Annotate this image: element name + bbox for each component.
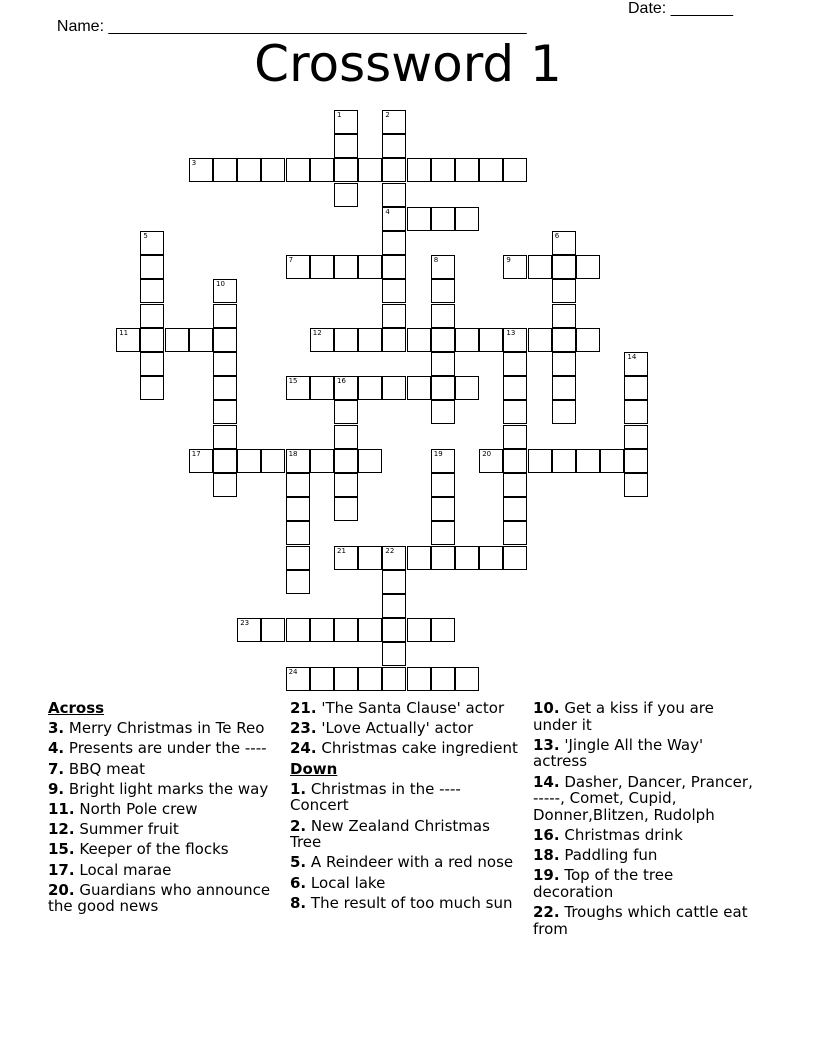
grid-cell[interactable] [334,400,358,424]
grid-cell[interactable] [382,618,406,642]
grid-cell[interactable] [286,473,310,497]
clue-number: 10. [533,699,560,717]
grid-cell[interactable] [382,328,406,352]
clue-down-18 [533,847,758,864]
clue-text: Christmas cake ingredient [321,739,518,758]
grid-cell[interactable] [431,667,455,691]
grid-cell[interactable] [407,376,431,400]
grid-cell[interactable] [382,279,406,303]
name-field[interactable]: Name: _______________________________________________ [56,18,527,35]
clue-number: 8. [290,893,307,912]
grid-cell[interactable] [503,521,527,545]
clue-down-22 [533,904,758,937]
grid-cell[interactable] [528,328,552,352]
grid-cell[interactable] [407,618,431,642]
clue-across-24 [290,740,522,757]
clue-text: BBQ meat [68,759,145,778]
clue-number: 2. [290,816,307,835]
grid-cell[interactable] [189,328,213,352]
grid-cell[interactable] [407,546,431,570]
clue-number: 9. [48,779,65,798]
cell-number: 21 [337,546,346,555]
clue-across-3 [48,720,276,737]
grid-cell[interactable] [140,279,164,303]
grid-cell[interactable] [286,376,310,400]
clue-text: Get a kiss if you are under it [533,699,714,734]
grid-cell[interactable] [334,497,358,521]
grid-cell[interactable] [431,546,455,570]
grid-cell[interactable] [431,521,455,545]
cell-number: 15 [288,377,298,386]
grid-cell[interactable] [503,255,527,279]
grid-cell[interactable] [576,255,600,279]
across-heading: Across [48,699,105,717]
cell-number: 20 [482,449,492,458]
cell-number: 4 [385,207,390,216]
grid-cell[interactable] [455,667,479,691]
grid-cell[interactable] [213,352,237,376]
grid-cell[interactable] [431,279,455,303]
grid-cell[interactable] [431,376,455,400]
clue-across-4 [48,740,276,757]
cell-number: 24 [288,667,298,676]
clue-down-8 [290,895,522,912]
grid-cell[interactable] [286,158,310,182]
down-heading: Down [290,759,338,778]
grid-cell[interactable] [213,400,237,424]
clue-across-9 [48,781,276,798]
clue-text: The result of too much sun [310,893,513,912]
grid-cell[interactable] [286,521,310,545]
grid-cell[interactable] [431,255,455,279]
grid-cell[interactable] [286,546,310,570]
clue-number: 16. [533,825,560,844]
grid-cell[interactable] [455,328,479,352]
cell-number: 9 [506,256,511,265]
clue-number: 22. [533,903,560,922]
clue-text: Merry Christmas in Te Reo [68,719,265,738]
grid-cell[interactable] [382,110,406,134]
grid-cell[interactable] [407,158,431,182]
grid-cell[interactable] [334,110,358,134]
clue-text: Dasher, Dancer, Prancer, -----, Comet, Cupid, Donner,Blitzen, Rudolph [533,772,753,824]
clue-number: 15. [48,840,75,859]
grid-cell[interactable] [334,183,358,207]
grid-cell[interactable] [382,183,406,207]
grid-cell[interactable] [237,449,261,473]
grid-cell[interactable] [382,158,406,182]
grid-cell[interactable] [552,352,576,376]
clues-column-3 [533,700,758,941]
grid-cell[interactable] [624,376,648,400]
grid-cell[interactable] [455,376,479,400]
grid-cell[interactable] [358,667,382,691]
grid-cell[interactable] [189,449,213,473]
clue-down-5 [290,854,522,871]
cell-number: 16 [337,377,346,386]
grid-cell[interactable] [407,667,431,691]
clue-text: Paddling fun [564,846,658,865]
clue-text: Summer fruit [79,820,179,839]
grid-cell[interactable] [624,352,648,376]
clue-text: 'The Santa Clause' actor [321,699,505,717]
grid-cell[interactable] [431,400,455,424]
grid-cell[interactable] [455,158,479,182]
grid-cell[interactable] [624,473,648,497]
grid-cell[interactable] [140,255,164,279]
grid-cell[interactable] [407,207,431,231]
grid-cell[interactable] [479,449,503,473]
grid-cell[interactable] [358,328,382,352]
grid-cell[interactable] [334,158,358,182]
grid-cell[interactable] [431,158,455,182]
cell-number: 14 [627,353,637,361]
page-title: Crossword 1 [254,35,562,93]
cell-number: 5 [143,232,148,240]
grid-cell[interactable] [503,425,527,449]
grid-cell[interactable] [479,546,503,570]
grid-cell[interactable] [286,618,310,642]
grid-cell[interactable] [213,449,237,473]
clue-down-13 [533,737,758,770]
grid-cell[interactable] [286,449,310,473]
grid-cell[interactable] [213,304,237,328]
clue-text: Top of the tree decoration [533,866,674,901]
clue-number: 1. [290,779,307,798]
clue-number: 6. [290,873,307,892]
clue-text: Christmas drink [564,825,683,844]
clue-text: Christmas in the ---- Concert [290,779,461,815]
cell-number: 8 [433,256,439,265]
clue-number: 11. [48,799,75,818]
grid-cell[interactable] [552,255,576,279]
grid-cell[interactable] [382,134,406,158]
cell-number: 18 [288,449,298,458]
grid-cell[interactable] [310,667,334,691]
clue-text: Guardians who announce the good news [48,880,271,916]
clue-across-7 [48,761,276,778]
grid-cell[interactable] [358,449,382,473]
grid-cell[interactable] [455,207,479,231]
grid-cell[interactable] [624,425,648,449]
grid-cell[interactable] [261,618,285,642]
grid-cell[interactable] [407,328,431,352]
grid-cell[interactable] [334,473,358,497]
cell-number: 23 [240,619,250,628]
clue-text: Bright light marks the way [68,779,269,798]
grid-cell[interactable] [503,449,527,473]
grid-cell[interactable] [213,158,237,182]
grid-cell[interactable] [310,255,334,279]
grid-cell[interactable] [600,449,624,473]
cell-number: 12 [312,328,322,337]
grid-cell[interactable] [334,667,358,691]
grid-cell[interactable] [382,642,406,666]
clues-column-2 [290,700,522,915]
grid-cell[interactable] [382,255,406,279]
grid-cell[interactable] [140,304,164,328]
clue-down-16 [533,827,758,844]
clue-text: Presents are under the ---- [68,739,267,758]
grid-cell[interactable] [116,328,140,352]
grid-cell[interactable] [261,158,285,182]
grid-cell[interactable] [431,328,455,352]
clue-down-2 [290,818,522,851]
grid-cell[interactable] [286,497,310,521]
grid-cell[interactable] [358,376,382,400]
grid-cell[interactable] [382,231,406,255]
cell-number: 3 [191,159,197,168]
cell-number: 6 [554,232,560,240]
clue-down-1 [290,781,522,814]
grid-cell[interactable] [310,449,334,473]
grid-cell[interactable] [286,570,310,594]
clue-down-6 [290,875,522,892]
grid-cell[interactable] [382,304,406,328]
clue-down-19 [533,867,758,900]
clue-number: 3. [48,719,65,738]
cell-number: 7 [288,256,294,265]
grid-cell[interactable] [382,207,406,231]
clue-down-14 [533,774,758,824]
clue-text: A Reindeer with a red nose [310,853,514,872]
grid-cell[interactable] [431,207,455,231]
cell-number: 19 [433,449,443,458]
grid-cell[interactable] [382,546,406,570]
grid-cell[interactable] [503,497,527,521]
clue-number: 18. [533,846,560,865]
grid-cell[interactable] [261,449,285,473]
grid-cell[interactable] [479,158,503,182]
grid-cell[interactable] [334,328,358,352]
clue-number: 14. [533,772,560,791]
clue-text: Troughs which cattle eat from [533,903,748,938]
clue-text: New Zealand Christmas Tree [290,816,490,852]
grid-cell[interactable] [334,449,358,473]
grid-cell[interactable] [358,158,382,182]
grid-cell[interactable] [552,304,576,328]
grid-cell[interactable] [213,473,237,497]
clues-column-1 [48,700,276,918]
grid-cell[interactable] [576,328,600,352]
clue-across-15 [48,841,276,858]
clue-number: 23. [290,719,317,738]
grid-cell[interactable] [213,279,237,303]
grid-cell[interactable] [286,667,310,691]
grid-cell[interactable] [503,400,527,424]
clue-number: 13. [533,735,560,754]
grid-cell[interactable] [334,134,358,158]
grid-cell[interactable] [358,546,382,570]
grid-cell[interactable] [237,618,261,642]
cell-number: 2 [385,111,390,119]
grid-cell[interactable] [431,304,455,328]
clue-number: 19. [533,866,560,885]
cell-number: 13 [506,328,516,337]
clue-across-12 [48,821,276,838]
clue-text: 'Jingle All the Way' actress [533,735,704,771]
clue-across-23 [290,720,522,737]
grid-cell[interactable] [358,618,382,642]
grid-cell[interactable] [552,376,576,400]
cell-number: 17 [191,449,201,458]
grid-cell[interactable] [431,497,455,521]
grid-cell[interactable] [431,352,455,376]
grid-cell[interactable] [431,473,455,497]
grid-cell[interactable] [310,376,334,400]
grid-cell[interactable] [334,618,358,642]
clue-number: 5. [290,853,307,872]
clue-text: Keeper of the flocks [79,840,229,859]
grid-cell[interactable] [189,158,213,182]
clue-down-10 [533,700,758,733]
grid-cell[interactable] [503,328,527,352]
grid-cell[interactable] [382,570,406,594]
grid-cell[interactable] [165,328,189,352]
clue-across-21 [290,700,522,717]
grid-cell[interactable] [528,449,552,473]
grid-cell[interactable] [503,352,527,376]
grid-cell[interactable] [503,473,527,497]
grid-cell[interactable] [334,376,358,400]
clue-text: Local marae [79,860,172,879]
grid-cell[interactable] [140,328,164,352]
grid-cell[interactable] [286,255,310,279]
clue-number: 12. [48,820,75,839]
clue-number: 4. [48,739,65,758]
grid-cell[interactable] [310,618,334,642]
cell-number: 1 [337,111,342,119]
grid-cell[interactable] [382,594,406,618]
grid-cell[interactable] [310,158,334,182]
grid-cell[interactable] [528,255,552,279]
clue-number: 7. [48,759,65,778]
grid-cell[interactable] [624,449,648,473]
clue-across-20 [48,882,276,915]
grid-cell[interactable] [334,425,358,449]
clue-text: North Pole crew [79,799,198,818]
grid-cell[interactable] [576,449,600,473]
clue-text: 'Love Actually' actor [321,719,474,738]
cell-number: 22 [385,546,395,555]
grid-cell[interactable] [213,376,237,400]
grid-cell[interactable] [503,376,527,400]
grid-cell[interactable] [358,255,382,279]
grid-cell[interactable] [552,400,576,424]
clue-across-17 [48,862,276,879]
clue-number: 21. [290,699,317,717]
grid-cell[interactable] [552,279,576,303]
grid-cell[interactable] [334,255,358,279]
clue-number: 20. [48,880,75,899]
grid-cell[interactable] [431,449,455,473]
grid-cell[interactable] [552,231,576,255]
grid-cell[interactable] [382,667,406,691]
grid-cell[interactable] [455,546,479,570]
grid-cell[interactable] [624,400,648,424]
grid-cell[interactable] [503,546,527,570]
date-field[interactable]: Date: _______ [628,0,733,17]
clue-across-11 [48,801,276,818]
clue-text: Local lake [310,873,386,892]
grid-cell[interactable] [237,158,261,182]
grid-cell[interactable] [140,352,164,376]
grid-cell[interactable] [552,328,576,352]
grid-cell[interactable] [140,231,164,255]
grid-cell[interactable] [213,425,237,449]
cell-number: 11 [119,328,129,337]
grid-cell[interactable] [310,328,334,352]
grid-cell[interactable] [213,328,237,352]
grid-cell[interactable] [334,546,358,570]
grid-cell[interactable] [140,376,164,400]
grid-cell[interactable] [382,376,406,400]
clue-number: 17. [48,860,75,879]
grid-cell[interactable] [503,158,527,182]
cell-number: 10 [216,280,225,289]
grid-cell[interactable] [479,328,503,352]
clue-number: 24. [290,739,317,758]
grid-cell[interactable] [431,618,455,642]
grid-cell[interactable] [552,449,576,473]
